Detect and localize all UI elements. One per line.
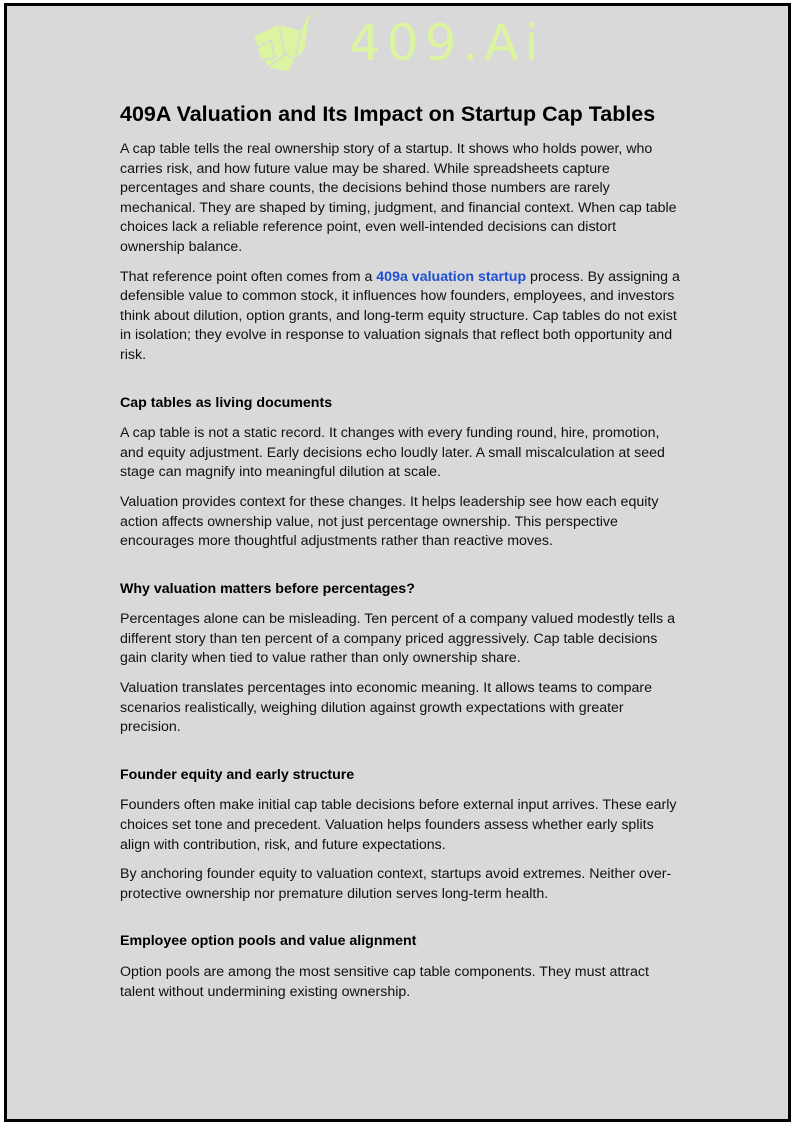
intro-paragraph: A cap table tells the real ownership story of a startup. It shows who holds power, who carries risk, and how future value may be shared. While spreadsheets capture percentages and share counts, the decisions behind those numbers are rarely mechanical. They are shaped by timing, judgment, and financial context. When cap table choices lack a reliable reference point, even well-intended decisions can distort ownership balance. (120, 141, 677, 255)
origami-crane-icon (249, 10, 329, 76)
section-heading: Employee option pools and value alignment (120, 933, 417, 950)
article (120, 100, 680, 1012)
brand-name: 409.Ai (349, 14, 545, 72)
section-paragraph: Percentages alone can be misleading. Ten percent of a company valued modestly tells a different story than ten percent of a company priced aggressively. Cap table decisions gain clarity when tied to value rather than only ownership share. (120, 611, 675, 667)
section-paragraph: Option pools are among the most sensitive cap table components. They must attract talent without undermining existing ownership. (120, 964, 649, 1000)
section-paragraph: By anchoring founder equity to valuation context, startups avoid extremes. Neither over-protective ownership nor premature dilution serves long-term health. (120, 866, 672, 902)
page-title: 409A Valuation and Its Impact on Startup Cap Tables (120, 102, 656, 126)
section-heading: Founder equity and early structure (120, 766, 355, 783)
section-paragraph: A cap table is not a static record. It changes with every funding round, hire, promotion, and equity adjustment. Early decisions echo loudly later. A small miscalculation at seed stage can magnify into meaningful dilution at scale. (120, 425, 665, 481)
intro-text-before: That reference point often comes from a (120, 268, 377, 285)
section-paragraph: Valuation translates percentages into economic meaning. It allows teams to compare scenarios realistically, weighing dilution against growth expectations with greater precision. (120, 680, 653, 736)
intro-paragraph-2 (120, 268, 680, 366)
document-page (4, 3, 791, 1122)
section-paragraph: Valuation provides context for these changes. It helps leadership see how each equity action affects ownership value, not just percentage ownership. This perspective encourages more thoughtful adjustments rather than reactive moves. (120, 493, 659, 550)
section-paragraph: Founders often make initial cap table decisions before external input arrives. These early choices set tone and precedent. Valuation helps founders assess whether early splits align with contribution, risk, and future expectations. (120, 797, 677, 853)
intro-text-after: process. By assigning a defensible value to common stock, it influences how founders, employees, and investors think about dilution, option grants, and long-term equity structure. Cap tables do not exist in isolation; they evolve in response to valuation signals that reflect both opportunity and risk. (120, 268, 680, 363)
brand-logo (249, 10, 559, 76)
409a-valuation-link[interactable]: 409a valuation startup (376, 268, 527, 285)
section-heading: Cap tables as living documents (120, 394, 333, 411)
section-heading: Why valuation matters before percentages? (120, 580, 415, 597)
